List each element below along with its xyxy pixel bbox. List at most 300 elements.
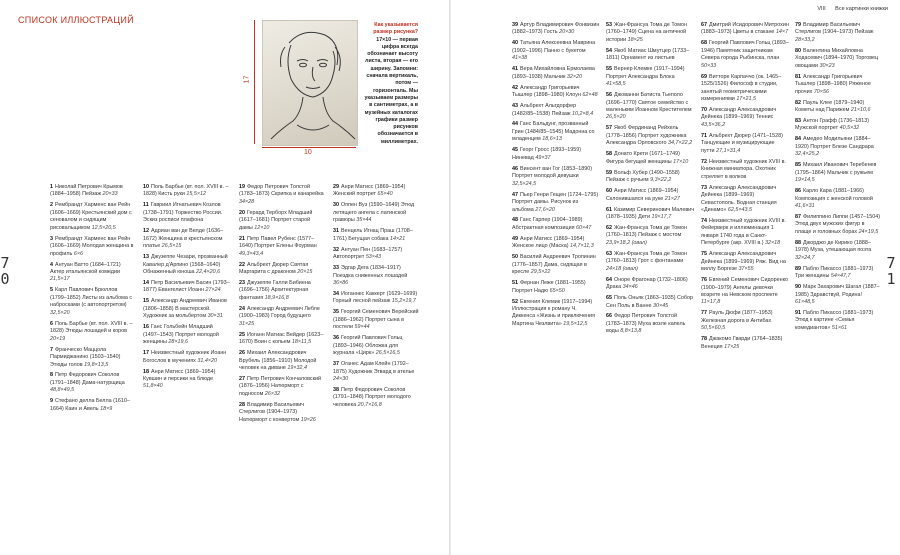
item-size: 41×58,5: [606, 81, 626, 88]
item-number: 39: [512, 22, 518, 28]
item-number: 26: [239, 350, 245, 357]
item-size: 20×15: [297, 269, 313, 276]
item-size: 10,2×8,4: [572, 110, 594, 117]
list-item: [795, 48, 881, 70]
item-text: Рембрандт Харменс ван Рейн (1606–1669) Крестьянский дом с сеновалом и сидящим рисовальщиком: [50, 202, 132, 231]
item-text: Неизвестный художник XVIII в. Книжная миниатюра. Охотник стреляет в волков: [701, 158, 786, 180]
item-number: 35: [333, 309, 339, 316]
list-item: [239, 184, 325, 206]
list-item: [239, 262, 325, 277]
item-number: 32: [333, 246, 339, 253]
item-number: 59: [606, 169, 612, 176]
item-size: 21×10,6: [850, 107, 871, 114]
list-item: [701, 251, 789, 273]
item-number: 60: [606, 188, 612, 195]
list-item: [606, 251, 694, 273]
item-size: 35×44: [356, 217, 372, 224]
item-size: 19,8×13,5: [84, 361, 109, 368]
list-item: [795, 310, 881, 332]
item-number: 16: [143, 324, 149, 331]
item-size: 9,3×22,2: [650, 177, 672, 184]
list-item: [795, 266, 881, 281]
item-size: 27,1×31,4: [716, 147, 741, 154]
list-item: [512, 85, 600, 100]
item-text: Владимир Васильевич Стерлигов (1904–1973) Натюрморт с конвертом: [239, 401, 305, 423]
item-size: 26×32: [264, 390, 281, 397]
item-size: 15,5×12: [186, 191, 207, 198]
item-text: Артур Владимирович Фонвизин (1882–1973) Гость: [512, 22, 600, 36]
list-item: [701, 185, 789, 215]
left-page: [0, 0, 449, 555]
item-text: Вольф Хубер (1490–1558) Пейзаж с ручьем: [606, 169, 680, 184]
page-title: СПИСОК ИЛЛЮСТРАЦИЙ: [18, 15, 134, 25]
item-text: Гавриил Игнатьевич Козлов (1738–1791) Торжество России. Эскиз росписи плафона: [143, 202, 223, 224]
item-size: 19×26: [300, 416, 316, 423]
list-item: [239, 350, 325, 372]
item-number: 50: [512, 254, 518, 261]
item-text: Винсент ван Гог (1853–1890) Портрет молодой девушки: [512, 165, 593, 180]
item-number: 5: [50, 287, 53, 294]
item-number: 75: [701, 251, 707, 258]
item-text: Джузеппе Галли Бибиена (1696–1756) Архитектурная фантазия: [239, 279, 311, 301]
item-size: 14,7×11,3: [569, 243, 594, 250]
item-number: 21: [239, 235, 245, 242]
item-size: 36×86: [333, 279, 349, 286]
item-number: 74: [701, 217, 707, 224]
list-item: [606, 22, 694, 44]
list-item: [512, 147, 600, 162]
item-text: Валентина Михайловна Ходасевич (1894–1970) Торговец овощами: [795, 47, 879, 69]
item-number: 83: [795, 117, 801, 124]
list-item: [606, 207, 694, 222]
list-column: [606, 22, 694, 339]
item-number: 24: [239, 305, 245, 312]
item-number: 6: [50, 320, 53, 327]
item-size: 8,8×13,8: [620, 328, 642, 335]
item-text: Джорджо де Кирико (1888–1978) Муза, утешающая поэта: [795, 239, 872, 254]
item-size: 65×40: [377, 191, 393, 198]
item-text: Дмитрий Исидорович Митрохин (1883–1973) Цветы в стакане: [701, 22, 789, 36]
item-size: 31×25: [239, 320, 255, 327]
item-text: Витторе Карпаччо (ок. 1465–1525/1526) Философ в студии, занятый геометрическими измерениями: [701, 73, 782, 103]
list-item: [701, 74, 789, 104]
item-size: 21×27: [664, 195, 680, 202]
item-size: 26,5×15: [161, 243, 182, 250]
item-text: Федор Петрович Толстой (1783–1873) Муха возле капель воды: [606, 313, 686, 335]
item-text: Альбрехт Дюрер Святая Маргарита с драконом: [239, 261, 309, 276]
item-size: 28×33,2: [795, 36, 815, 43]
item-number: 82: [795, 99, 801, 106]
item-number: 22: [239, 261, 245, 268]
item-size: 26,5×16,5: [375, 350, 400, 357]
list-item: [50, 202, 135, 232]
item-size: 51×61: [831, 324, 848, 331]
item-text: Михаил Иванович Теребенев (1795–1864) Мальчик с ружьем: [795, 162, 877, 176]
item-number: 76: [701, 277, 707, 284]
list-item: [512, 236, 600, 251]
item-text: Александр Андреевич Лебле (1900–1983) Город будущего: [239, 305, 320, 320]
item-text: Иоганнес Каккерт (1629–1699) Горный лесной пейзаж: [333, 290, 418, 305]
list-item: [795, 188, 881, 210]
list-item: [512, 40, 600, 62]
item-size: 20×19: [50, 335, 66, 342]
list-item: [606, 125, 694, 147]
item-text: Рембрандт Харменс ван Рейн (1606–1669) Молодая женщина в профиль: [50, 235, 134, 257]
item-size: 14×7: [775, 29, 789, 36]
item-number: 10: [143, 184, 149, 190]
item-size: 20,7×16,8: [357, 401, 382, 408]
item-text: Александр Александрович Дейнека (1899–1969) Севастополь. Водная станция «Динамо»: [701, 184, 777, 213]
item-text: Антуан Пен (1683–1757) Автопортрет: [333, 246, 403, 261]
item-size: 20×33: [102, 191, 118, 198]
list-item: [606, 225, 694, 247]
item-size: 40,5×32: [839, 125, 860, 132]
item-number: 62: [606, 224, 612, 231]
list-item: [795, 118, 881, 133]
item-number: 73: [701, 184, 707, 191]
list-column: [701, 22, 789, 355]
item-size: 51,8×40: [143, 383, 163, 390]
item-text: Антуан Ватто (1684–1721) Актер итальянской комедии: [50, 261, 121, 276]
item-size: 50×33: [701, 62, 717, 69]
item-size: 43,5×36,2: [701, 121, 726, 128]
item-number: 25: [239, 331, 245, 338]
item-size: 19×14,5: [795, 177, 815, 184]
item-text: Петр Павел Рубенс (1577–1640) Портрет Елены Фоурман: [239, 235, 317, 250]
item-number: 68: [701, 40, 707, 47]
item-text: Василий Андреевич Тропинин (1776–1857) Дама, сидящая в кресле: [512, 254, 596, 276]
item-size: 11×17,8: [701, 299, 721, 306]
item-size: 24×30: [333, 375, 349, 382]
list-item: [701, 218, 789, 248]
list-item: [333, 228, 419, 243]
item-size: 32×18: [765, 240, 781, 247]
item-size: 31,4×20: [197, 357, 218, 364]
item-number: 2: [50, 202, 53, 209]
item-text: Поль Барбье (вт. пол. XVIII в. – 1828) Этюды лошадей и коров: [50, 320, 133, 335]
item-text: Герард Терборх Младший (1617–1681) Портрет старой дамы: [239, 209, 313, 231]
list-item: [143, 369, 231, 391]
item-number: 13: [143, 254, 149, 261]
item-number: 67: [701, 22, 707, 28]
list-column: [50, 184, 135, 417]
height-label: 17: [243, 75, 251, 84]
item-text: Иоганн Матиас Вейдер (1623–1670) Воин с копьем: [239, 331, 324, 346]
item-text: Оппен Вуз (1590–1649) Этюд летящего ангела с латинской гравюры: [333, 202, 415, 224]
list-item: [795, 74, 881, 96]
item-number: 31: [333, 228, 339, 235]
item-number: 61: [606, 206, 612, 213]
list-item: [606, 295, 694, 310]
item-text: Петр Петрович Кончаловский (1876–1956) Натюрморт с подносом: [239, 375, 322, 397]
item-text: Пьер Генри Гещен (1724–1795) Портрет дамы. Рисунок из альбома: [512, 191, 599, 213]
item-text: Петр Васильевич Басин (1793–1877) Евангелист Иоанн: [143, 279, 230, 294]
item-text: Александр Александрович Дейнека (1899–1969) Ряж. Вид на виллу Боргезе: [701, 251, 786, 273]
list-item: [143, 184, 231, 199]
item-text: Джованни Батиста Тьеполо (1696–1770) Святое семейство с маленьким Иоанном Крестителем: [606, 92, 692, 114]
item-text: Жан-Франсуа Тома де Томон (1760–1749) Сцена на античной истории: [606, 22, 687, 43]
item-text: Адриан ван де Велде (1636–1672) Женщина в крестьянском платье: [143, 228, 224, 250]
list-item: [333, 387, 419, 409]
item-size: 6×6: [73, 250, 83, 257]
item-text: Ганс Бальдунг, прозванный Грин (1484/85–1545) Мадонна со младенцем: [512, 121, 595, 143]
list-item: [512, 254, 600, 276]
item-size: 48,8×49,5: [50, 387, 75, 394]
list-item: [333, 309, 419, 331]
item-size: 14×21: [390, 235, 406, 242]
item-text: Георгий Павлович Гольц (1893–1946) Обложка для журнала «Цирк»: [333, 335, 403, 357]
list-item: [239, 236, 325, 258]
item-number: 37: [333, 361, 339, 368]
item-size: 27,6×20: [535, 206, 555, 213]
item-number: 89: [795, 265, 801, 272]
list-item: [143, 324, 231, 346]
item-text: Антон Графф (1736–1813) Мужской портрет: [795, 117, 870, 132]
right-page: [451, 0, 900, 555]
item-size: 59×44: [354, 324, 370, 331]
list-item: [143, 350, 231, 365]
list-item: [606, 66, 694, 88]
item-number: 63: [606, 250, 612, 257]
list-item: [50, 372, 135, 394]
item-number: 20: [239, 209, 245, 216]
item-number: 18: [143, 368, 149, 375]
list-item: [50, 347, 135, 369]
item-number: 38: [333, 386, 339, 393]
list-item: [512, 166, 600, 188]
item-text: Анри Матисс (1869–1954) Женский портрет: [333, 184, 406, 198]
item-number: 88: [795, 239, 801, 246]
list-item: [512, 121, 600, 143]
item-number: 29: [333, 184, 339, 190]
item-text: Ганс Гольбейн Младший (1497–1543) Портрет молодой женщины: [143, 324, 219, 346]
item-number: 9: [50, 398, 53, 405]
item-number: 71: [701, 132, 707, 139]
item-size: 62×48: [582, 92, 598, 99]
item-text: Поль Оньяк (1863–1935) Собор Сен Поль в Ванне: [606, 295, 694, 309]
item-size: 54×47,7: [830, 273, 851, 280]
item-size: 32×24,7: [795, 254, 815, 261]
item-text: Марк Захарович Шагал (1887–1985) Здравствуй, Родина!: [795, 284, 880, 298]
item-size: 70×56: [813, 88, 829, 95]
list-item: [239, 402, 325, 424]
item-size: 34,7×22,2: [667, 140, 693, 147]
portrait-drawing: [262, 20, 358, 146]
item-size: 17×21,5: [736, 96, 756, 103]
item-number: 87: [795, 213, 801, 220]
item-text: Петр Федорович Соколов (1791–1848) Портрет молодого человека: [333, 386, 411, 408]
item-size: 20×30: [559, 29, 575, 36]
item-number: 49: [512, 235, 518, 242]
item-size: 27×24: [205, 287, 221, 294]
list-item: [606, 151, 694, 166]
item-size: 41×38: [512, 55, 528, 62]
item-number: 55: [606, 66, 612, 73]
item-number: 64: [606, 276, 612, 283]
item-number: 15: [143, 298, 149, 305]
item-number: 14: [143, 279, 149, 286]
item-number: 34: [333, 290, 339, 297]
item-text: Георгий Семенович Верейский (1886–1962) Портрет сына в постели: [333, 309, 419, 331]
list-item: [606, 188, 694, 203]
item-size: 18×9: [100, 405, 113, 412]
item-size: 18×25: [627, 36, 643, 43]
item-text: Вернер Клемке (1917–1994) Портрет Александра Блока: [606, 66, 685, 80]
width-dimension-line: [262, 147, 356, 148]
item-size: 41,6×31: [795, 203, 815, 210]
item-number: 28: [239, 401, 245, 408]
item-number: 48: [512, 217, 518, 224]
list-item: [512, 103, 600, 118]
list-item: [606, 92, 694, 122]
list-item: [333, 361, 419, 383]
item-size: 19,5×12,5: [563, 320, 588, 327]
woman-portrait-icon: [263, 21, 357, 145]
item-number: 58: [606, 151, 612, 158]
item-number: 56: [606, 92, 612, 99]
item-number: 78: [701, 336, 707, 343]
item-text: Александр Григорьевич Тышлер (1898–1980) Клоун: [512, 84, 581, 99]
item-text: Казимир Северинович Малевич (1878–1935) Дети: [606, 206, 695, 220]
list-item: [701, 133, 789, 155]
item-size: 12,5×20,5: [91, 224, 116, 231]
item-size: 50,5×60,5: [701, 325, 726, 332]
item-number: 36: [333, 335, 339, 342]
item-number: 66: [606, 313, 612, 320]
item-size: 62,5×43,5: [727, 206, 752, 213]
list-item: [143, 202, 231, 224]
item-size: 34×46: [622, 284, 638, 291]
list-item: [795, 136, 881, 158]
running-head-number: VIII: [817, 6, 826, 12]
item-number: 7: [50, 346, 53, 353]
item-number: 30: [333, 202, 339, 209]
item-size: 24×19,5: [858, 228, 879, 235]
item-size: 19×17,7: [651, 213, 672, 220]
item-number: 40: [512, 40, 518, 47]
item-number: 69: [701, 73, 707, 80]
item-number: 80: [795, 47, 801, 54]
list-item: [333, 265, 419, 287]
list-item: [50, 287, 135, 317]
page-number-left-text: 70: [0, 254, 10, 288]
item-text: Карло Кара (1881–1966) Композиция с женской головой: [795, 188, 873, 202]
item-text: Федор Петрович Толстой (1783–1873) Скрипка и канарейка: [239, 184, 324, 198]
item-text: Стефано делла Белла (1610–1664) Каин и Авель: [50, 398, 130, 412]
item-text: Венцель Игнац Праш (1708–1761) Бегущая собака: [333, 228, 413, 242]
item-number: 81: [795, 73, 801, 80]
item-number: 41: [512, 66, 518, 73]
item-size: 29,5×22: [530, 269, 551, 276]
list-item: [143, 298, 231, 320]
item-size: 60×47: [576, 224, 592, 231]
item-text: Филиппино Липпи (1457–1504) Этюд двух мужских фигур в плаще и головных борах: [795, 213, 881, 235]
item-text: Ганс Гарпер (1904–1989) Абстрактная композиция: [512, 217, 583, 231]
item-size: 12×10: [254, 224, 270, 231]
item-number: 12: [143, 228, 149, 235]
item-number: 46: [512, 165, 518, 172]
list-item: [512, 192, 600, 214]
item-number: 90: [795, 284, 801, 291]
item-number: 70: [701, 107, 707, 114]
item-text: Неизвестный художник Иоанн Богослов в мучениях: [143, 350, 227, 364]
item-size: 32,5×20: [50, 309, 70, 316]
item-number: 57: [606, 125, 612, 132]
item-text: Владимир Васильевич Стерлигов (1904–1973) Пейзаж: [795, 22, 874, 36]
item-number: 42: [512, 84, 518, 91]
list-item: [701, 107, 789, 129]
item-text: Вера Михайловна Ермолаева (1893–1938) Мальчик: [512, 66, 595, 80]
list-item: [50, 262, 135, 284]
item-number: 19: [239, 184, 245, 190]
list-item: [795, 22, 881, 44]
item-number: 3: [50, 235, 53, 242]
item-text: Пабло Пикассо (1881–1973) Три женщины: [795, 265, 874, 280]
item-text: Рауль Дюфи (1877–1953) Железная дорога в Антибах: [701, 310, 773, 324]
item-number: 54: [606, 47, 612, 54]
list-column: [239, 184, 325, 428]
item-text: Якоб Фердинанд Рейхель (1778–1856) Портрет художника Александра Орловского: [606, 125, 687, 147]
item-text: Эдгар Дега (1834–1917) Поездка сниженных лошадей: [333, 265, 408, 279]
item-size: 65×50: [549, 287, 565, 294]
list-item: [606, 313, 694, 335]
list-item: [606, 277, 694, 292]
item-size: 61×48,5: [795, 299, 815, 305]
item-number: 72: [701, 158, 707, 165]
list-item: [50, 236, 135, 258]
item-text: Татьяна Алексеевна Маврина (1902–1996) Панно с букетом: [512, 40, 596, 54]
item-number: 43: [512, 103, 518, 110]
item-size: 17×25: [724, 343, 740, 350]
list-item: [143, 228, 231, 250]
item-size: 49×37: [535, 154, 551, 161]
item-text: Амедео Модильяни (1884–1920) Портрет Блезе Сандрара: [795, 136, 874, 150]
item-number: 23: [239, 279, 245, 286]
item-text: Александр Андреевич Иванов (1806–1858) В мастерской. Художник за мольбертом: [143, 298, 227, 320]
running-head: [817, 6, 888, 12]
item-number: 84: [795, 136, 801, 143]
item-size: 37×55: [738, 266, 754, 273]
item-text: Анри Матисс (1869–1954) Кувшин и персики на блюде: [143, 368, 216, 382]
size-note-question: Как указывается размер рисунка?: [373, 22, 418, 36]
item-size: 53×43: [365, 254, 381, 261]
item-size: 26,5×20: [606, 114, 626, 121]
item-text: Жан-Франсуа Тома де Томон (1760–1813) Пейзаж с мостом: [606, 224, 687, 239]
item-number: 65: [606, 295, 612, 302]
list-item: [512, 66, 600, 81]
list-item: [239, 210, 325, 232]
item-text: Якоб Матиас Шмутцер (1733–1811) Орнамент из листьев: [606, 47, 690, 62]
item-number: 33: [333, 265, 339, 272]
list-item: [333, 202, 419, 224]
item-size: 32×20: [566, 73, 583, 80]
item-size: 28×19,6: [168, 339, 189, 346]
list-item: [333, 184, 419, 199]
item-size: 19×32,4: [287, 365, 308, 372]
item-number: 4: [50, 261, 53, 268]
list-item: [333, 335, 419, 357]
item-text: Альбрехт Дюрер (1471–1528) Танцующие и музицирующие путти: [701, 132, 783, 154]
item-text: Михаил Александрович Врубель (1856–1910) Молодой человек на диване: [239, 350, 317, 372]
item-size: 30×23: [819, 62, 835, 69]
size-note: [364, 22, 418, 146]
item-text: Оноре Фрагонар (1732–1806) Драка: [606, 276, 688, 291]
list-item: [333, 291, 419, 306]
list-item: [50, 184, 135, 199]
item-number: 79: [795, 22, 801, 28]
item-size: 18,6×13: [542, 136, 562, 143]
item-text: Анри Матисс (1869–1954) Склонившаяся на руке: [606, 188, 679, 202]
